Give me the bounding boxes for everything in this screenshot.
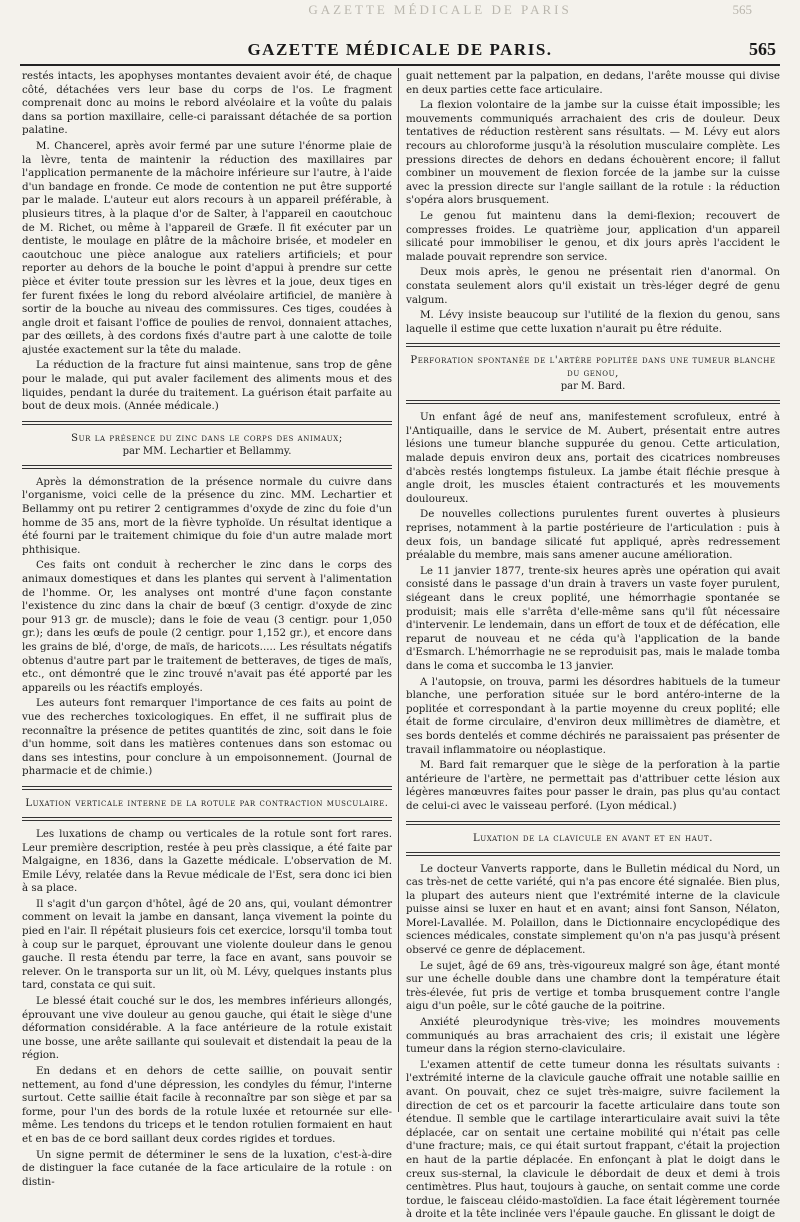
article-authors: par MM. Lechartier et Bellammy. xyxy=(122,445,292,457)
journal-title: GAZETTE MÉDICALE DE PARIS. xyxy=(247,40,553,59)
article-heading-perforation xyxy=(406,354,780,393)
paragraph: A l'autopsie, on trouva, parmi les désordres habituels de la tumeur blanche, une perforation située sur le bord antéro-interne de la poplitée et correspondant à la partie moyenne du creux poplité; elle était de forme circulaire, d'environ deux millimètres de diamètre, et ses bords dentelés et comme déchirés ne paraissaient pas présenter de travail inflammatoire ou néoplastique. xyxy=(406,675,780,756)
section-separator xyxy=(406,821,780,825)
right-column xyxy=(406,70,780,1221)
section-separator xyxy=(22,421,392,425)
section-separator xyxy=(22,465,392,469)
paragraph: Un enfant âgé de neuf ans, manifestement scrofuleux, entré à l'Antiquaille, dans le service de M. Aubert, présentait entre autres lésions une tumeur blanche suppurée du genou. Cette articulation, malade depuis environ deux ans, portait des cicatrices nombreuses d'abcès restés longtemps fistuleux. La jambe était fléchie presque à angle droit, les muscles étaient contracturés et les mouvements douloureux. xyxy=(406,411,780,505)
running-header xyxy=(20,38,780,66)
paragraph: M. Lévy insiste beaucoup sur l'utilité de la flexion du genou, sans laquelle il estime que cette luxation n'aurait pu être réduite. xyxy=(406,309,780,335)
page-number: 565 xyxy=(749,39,776,59)
paragraph: L'examen attentif de cette tumeur donna les résultats suivants : l'extrémité interne de la clavicule gauche offrait une notable saillie en avant. On pouvait, chez ce sujet très-maigre, suivre facilement la direction de cet os et parcourir la facette articulaire dans toute son étendue. Il semble que le cartilage interarticulaire avait suivi la tête déplacée, car on sentait une certaine mobilité qui n'était pas celle d'une fracture; mais, ce qui était surtout frappant, c'était la projection en haut de la partie déplacée. En enfonçant à plat le doigt dans le creux sus-sternal, la clavicule le débordait de deux et demi à trois centimètres. Plus haut, toujours à gauche, on sentait comme une corde tordue, le faisceau cléido-mastoïdien. La face était légèrement tournée à droite et la tête inclinée vers l'épaule gauche. En glissant le doigt de xyxy=(406,1058,780,1221)
paragraph: Deux mois après, le genou ne présentait rien d'anormal. On constata seulement alors qu'il existait un très-léger degré de genu valgum. xyxy=(406,266,780,306)
article-heading-rotule: Luxation verticale interne de la rotule par contraction musculaire. xyxy=(25,797,389,809)
column-divider xyxy=(398,68,399,1112)
paragraph: Le sujet, âgé de 69 ans, très-vigoureux malgré son âge, étant monté sur une échelle double dans une chambre dont la température était très-élevée, fut pris de vertige et tomba brusquement contre l'angle aigu d'un poêle, sur le côté gauche de la poitrine. xyxy=(406,959,780,1013)
paragraph: Les auteurs font remarquer l'importance de ces faits au point de vue des recherches toxicologiques. En effet, il ne suffirait plus de reconnaître la présence de petites quantités de zinc, soit dans le foie d'un homme, soit dans les matières contenues dans son estomac ou dans ses intestins, pour conclure à un empoisonnement. (Journal de pharmacie et de chimie.) xyxy=(22,697,392,778)
paragraph: Ces faits ont conduit à rechercher le zinc dans le corps des animaux domestiques et dans les plantes qui servent à l'alimentation de l'homme. Or, les analyses ont montré d'une façon constante l'existence du zinc dans la chair de bœuf (3 centigr. d'oxyde de zinc pour 913 gr. de muscle); dans le foie de veau (3 centigr. pour 1,050 gr.); dans les œufs de poule (2 centigr. pour 1,152 gr.), et encore dans les grains de blé, d'orge, de maïs, de haricots..... Les résultats négatifs obtenus d'autre part par le traitement de betteraves, de tiges de maïs, etc., ont démontré que le zinc trouvé n'avait pas été apporté par les appareils ou les réactifs employés. xyxy=(22,559,392,694)
paragraph: Le blessé était couché sur le dos, les membres inférieurs allongés, éprouvant une vive douleur au genou gauche, qui était le siège d'une déformation considérable. A la face antérieure de la rotule existait une bosse, une arête saillante qui soulevait et distendait la peau de la région. xyxy=(22,995,392,1062)
paragraph: Le docteur Vanverts rapporte, dans le Bulletin médical du Nord, un cas très-net de cette variété, qui n'a pas encore été signalée. Bien plus, la plupart des auteurs nient que l'extrémité interne de la clavicule puisse ainsi se luxer en haut et en avant; ainsi font Sanson, Nélaton, Morel-Lavallée. M. Polaillon, dans le Dictionnaire encyclopédique des sciences médicales, constate simplement qu'on n'a pas jusqu'à présent observé ce genre de déplacement. xyxy=(406,862,780,957)
paragraph: La réduction de la fracture fut ainsi maintenue, sans trop de gêne pour le malade, qui put avaler facilement des aliments mous et des liquides, pendant la durée du traitement. La guérison était parfaite au bout de deux mois. (Année médicale.) xyxy=(22,359,392,413)
paragraph: guait nettement par la palpation, en dedans, l'arête mousse qui divise en deux parties cette face articulaire. xyxy=(406,70,780,96)
article-title: Perforation spontanée de l'artère poplitée dans une tumeur blanche du genou, xyxy=(410,355,776,380)
section-separator xyxy=(406,852,780,856)
paragraph: Après la démonstration de la présence normale du cuivre dans l'organisme, voici celle de la présence du zinc. MM. Lechartier et Bellammy ont pu retirer 2 centigrammes d'oxyde de zinc du foie d'un homme de 35 ans, mort de la fièvre typhoïde. Un résultat identique a été fourni par le traitement chimique du foie d'un autre malade mort phthisique. xyxy=(22,475,392,556)
section-separator xyxy=(406,400,780,404)
paragraph: Anxiété pleurodynique très-vive; les moindres mouvements communiqués au bras arrachaient des cris; il existait une légère tumeur dans la région sterno-claviculaire. xyxy=(406,1016,780,1056)
bleed-through-header: GAZETTE MÉDICALE DE PARIS xyxy=(308,2,572,17)
paragraph: Le genou fut maintenu dans la demi-flexion; recouvert de compresses froides. Le quatrième jour, application d'un appareil silicaté pour immobiliser le genou, et dix jours après l'accident le malade pouvait reprendre son service. xyxy=(406,209,780,263)
paragraph: De nouvelles collections purulentes furent ouvertes à plusieurs reprises, notamment à la partie postérieure de l'articulation : puis à deux fois, un bandage silicaté fut appliqué, après redressement préalable du membre, mais sans amener aucune amélioration. xyxy=(406,508,780,562)
paragraph: M. Bard fait remarquer que le siège de la perforation à la partie antérieure de l'artère, ne permettait pas d'attribuer cette lésion aux légères manœuvres faites pour passer le drain, pas plus qu'au contact de celui-ci avec le vaisseau perforé. (Lyon médical.) xyxy=(406,759,780,812)
paragraph: Un signe permit de déterminer le sens de la luxation, c'est-à-dire de distinguer la face cutanée de la face articulaire de la rotule : on distin- xyxy=(22,1148,392,1188)
bleed-through-page-number: 565 xyxy=(732,2,752,17)
article-title: Sur la présence du zinc dans le corps des animaux; xyxy=(71,432,343,444)
left-column xyxy=(22,70,392,1188)
paragraph: restés intacts, les apophyses montantes devaient avoir été, de chaque côté, détachées vers leur base du corps de l'os. Le fragment comprenait donc au moins le rebord alvéolaire et la voûte du palais dans sa portion maxillaire, celle-ci paraissant détachée de sa portion palatine. xyxy=(22,70,392,137)
paragraph: La flexion volontaire de la jambe sur la cuisse était impossible; les mouvements communiqués arrachaient des cris de douleur. Deux tentatives de réduction restèrent sans résultats. — M. Lévy eut alors recours au chloroforme jusqu'à la résolution musculaire complète. Les pressions directes de dehors en dedans échouèrent encore; il fallut combiner un mouvement de flexion forcée de la jambe sur la cuisse avec la pression directe sur l'angle saillant de la rotule : la réduction s'opéra alors brusquement. xyxy=(406,99,780,207)
section-separator xyxy=(406,343,780,347)
paragraph: Il s'agit d'un garçon d'hôtel, âgé de 20 ans, qui, voulant démontrer comment on levait la jambe en dansant, lança vivement la pointe du pied en l'air. Il répétait plusieurs fois cet exercice, lorsqu'il tomba tout à coup sur le parquet, éprouvant une violente douleur dans le genou gauche. Il resta étendu par terre, la face en avant, sans pouvoir se relever. On le transporta sur un lit, où M. Lévy, quelques instants plus tard, constata ce qui suit. xyxy=(22,897,392,992)
paragraph: M. Chancerel, après avoir fermé par une suture l'énorme plaie de la lèvre, tenta de maintenir la réduction des maxillaires par l'application permanente de la mâchoire inférieure sur l'autre, à l'aide d'un bandage en fronde. Ce mode de contention ne put être supporté par le malade. L'auteur eut alors recours à un appareil préférable, à plusieurs titres, à la plaque d'or de Salter, à l'appareil en caoutchouc de M. Richet, ou même à l'appareil de Græfe. Il fit exécuter par un dentiste, le moulage en plâtre de la mâchoire brisée, et modeler en caoutchouc une pièce analogue aux rateliers artificiels; et pour reporter au dehors de la bouche le point d'appui à prendre sur cette pièce et éviter toute pression sur les lèvres et la joue, deux tiges en fer furent fixées le long du rebord alvéolaire artificiel, de manière à sortir de la bouche au niveau des commissures. Ces tiges, coudées à angle droit et faisant l'office de poulies de renvoi, donnaient attaches, par des œillets, à des cordons fixés d'autre part à une calotte de toile ajustée exactement sur la tête du malade. xyxy=(22,139,392,356)
section-separator xyxy=(22,817,392,821)
paragraph: Les luxations de champ ou verticales de la rotule sont fort rares. Leur première description, restée à peu près classique, a été faite par Malgaigne, en 1836, dans la Gazette médicale. L'observation de M. Emile Lévy, relatée dans la Revue médicale de l'Est, sera donc ici bien à sa place. xyxy=(22,827,392,895)
paragraph: Le 11 janvier 1877, trente-six heures après une opération qui avait consisté dans le passage d'un drain à travers un vaste foyer purulent, siégeant dans le creux poplité, une hémorrhagie spontanée se produisit; mais elle s'arrêta d'elle-même sans qu'il fût nécessaire d'intervenir. Le lendemain, dans un effort de toux et de défécation, elle reparut de nouveau et ne céda qu'à l'application de la bande d'Esmarch. L'hémorrhagie ne se reproduisit pas, mais le malade tomba dans le coma et succomba le 13 janvier. xyxy=(406,564,780,672)
article-heading-clavicule: Luxation de la clavicule en avant et en haut. xyxy=(473,832,713,844)
paragraph: En dedans et en dehors de cette saillie, on pouvait sentir nettement, au fond d'une dépression, les condyles du fémur, l'interne surtout. Cette saillie était facile à reconnaître par son siège et par sa forme, pour l'un des bords de la rotule luxée et retournée sur elle-même. Les tendons du triceps et le tendon rotulien formaient en haut et en bas de ce bord saillant deux cordes rigides et tordues. xyxy=(22,1065,392,1145)
section-separator xyxy=(22,786,392,790)
article-heading-zinc xyxy=(22,432,392,458)
article-authors: par M. Bard. xyxy=(560,381,626,393)
